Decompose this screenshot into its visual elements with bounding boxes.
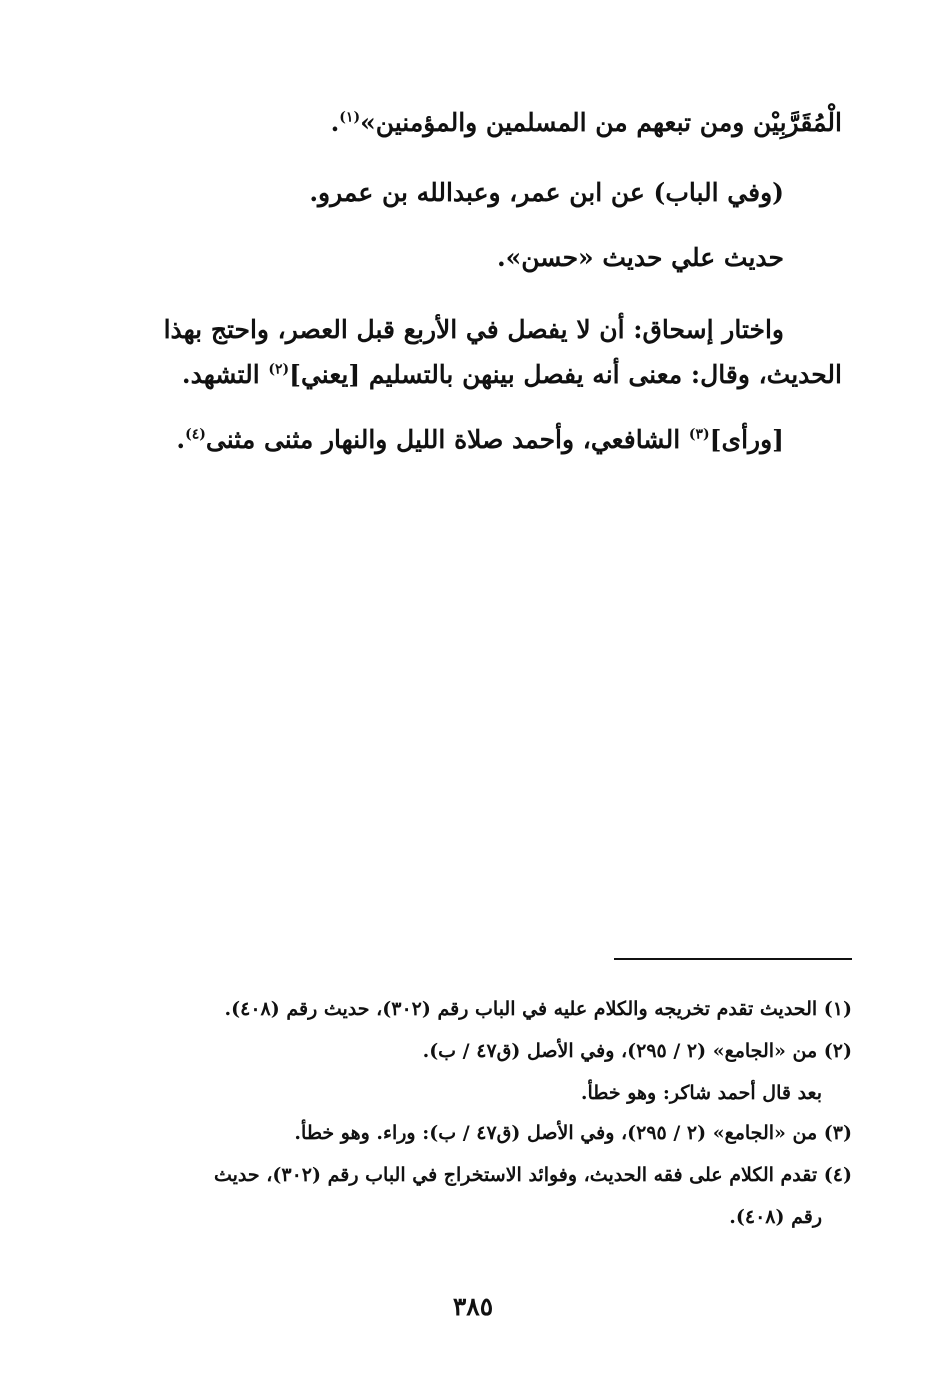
footnote-ref-2: (٢) — [268, 361, 290, 378]
main-line-2-text: (وفي الباب) عن ابن عمر، وعبدالله بن عمرو. — [309, 178, 784, 207]
main-para-4-line-a — [94, 315, 784, 344]
footnote-4-continued — [729, 1206, 822, 1228]
footnote-3-text: من «الجامع» (٢ / ٢٩٥)، وفي الأصل (ق٤٧ / ب): وراء. وهو خطأ. — [294, 1122, 818, 1144]
main-line-1-text: الْمُقَرَّبِيْن ومن تبعهم من المسلمين والمؤمنين» — [360, 108, 842, 137]
main-line-5-text-a: [ورأى] — [709, 425, 784, 454]
main-para-4-text-a: واختار إسحاق: أن لا يفصل في الأربع قبل العصر، واحتج بهذا — [163, 315, 784, 344]
main-para-4-text-b2: التشهد. — [181, 360, 269, 389]
main-line-5: [ورأى]$^{(٣)}$ الشافعي، وأحمد صلاة الليل والنهار مثنى مثنى$^{(٤)}$. — [176, 425, 784, 454]
main-line-3 — [497, 243, 784, 272]
footnote-separator — [614, 958, 852, 960]
footnote-ref-1: (١) — [339, 109, 361, 126]
footnote-ref-3: (٣) — [688, 426, 710, 443]
footnote-1-text: الحديث تقدم تخريجه والكلام عليه في الباب رقم (٣٠٢)، حديث رقم (٤٠٨). — [224, 998, 818, 1020]
footnote-2-extra — [581, 1082, 822, 1104]
footnote-2 — [423, 1040, 852, 1062]
footnote-3-number: (٣) — [823, 1122, 852, 1144]
footnote-2-number: (٢) — [823, 1040, 852, 1062]
main-para-4-text-b1: الحديث، وقال: معنى أنه يفصل بينهن بالتسليم [يعني] — [289, 360, 842, 389]
main-line-5-text-b: الشافعي، وأحمد صلاة الليل والنهار مثنى مثنى — [205, 425, 689, 454]
footnote-4-number: (٤) — [823, 1164, 852, 1186]
footnote-1-number: (١) — [823, 998, 852, 1020]
main-line-3-text: حديث علي حديث «حسن». — [496, 243, 784, 272]
footnote-1 — [225, 998, 853, 1020]
footnote-ref-4: (٤) — [185, 426, 206, 443]
main-line-2 — [309, 178, 784, 207]
footnote-4 — [214, 1164, 852, 1186]
main-line-1: الْمُقَرَّبِيْن ومن تبعهم من المسلمين والمؤمنين»$^{(١)}$. — [330, 108, 842, 137]
footnote-2-extra-text: بعد قال أحمد شاكر: وهو خطأ. — [580, 1082, 822, 1104]
main-para-4-line-b — [182, 360, 842, 389]
footnote-3 — [294, 1122, 852, 1144]
footnote-2-text: من «الجامع» (٢ / ٢٩٥)، وفي الأصل (ق٤٧ / ب). — [422, 1040, 818, 1062]
footnote-4-cont-text: رقم (٤٠٨). — [729, 1206, 822, 1228]
page-number: ٣٨٥ — [452, 1292, 494, 1321]
footnote-4-text: تقدم الكلام على فقه الحديث، وفوائد الاستخراج في الباب رقم (٣٠٢)، حديث — [213, 1164, 818, 1186]
